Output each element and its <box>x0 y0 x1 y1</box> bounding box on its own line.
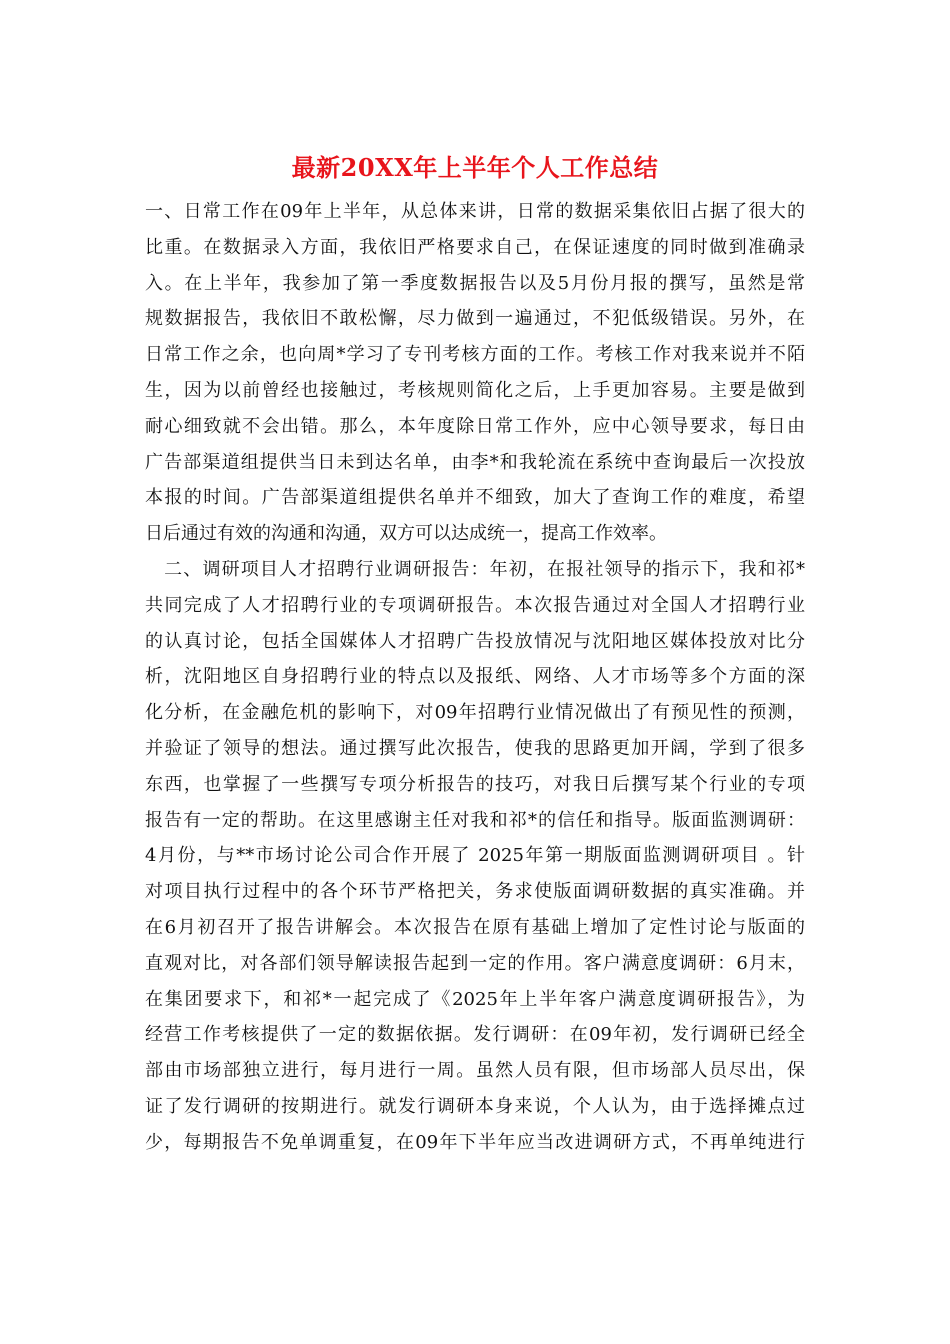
text-line: 一、日常工作在09年上半年，从总体来讲，日常的数据采集依旧占据了很大的 <box>145 201 805 222</box>
text-line: 规数据报告，我依旧不敢松懈，尽力做到一遍通过，不犯低级错误。另外，在 <box>145 308 805 330</box>
document-title: 最新20XX年上半年个人工作总结 <box>291 153 659 182</box>
text-line: 比重。在数据录入方面，我依旧严格要求自己，在保证速度的同时做到准确录 <box>145 236 805 258</box>
document-body <box>145 194 805 1161</box>
text-line: 证了发行调研的按期进行。就发行调研本身来说，个人认为，由于选择摊点过 <box>145 1095 805 1117</box>
text-line: 二、调研项目人才招聘行业调研报告：年初，在报社领导的指示下，我和祁* <box>145 558 805 580</box>
text-line: 生，因为以前曾经也接触过，考核规则简化之后，上手更加容易。主要是做到 <box>145 379 805 401</box>
text-line: 化分析，在金融危机的影响下，对09年招聘行业情况做出了有预见性的预测， <box>145 702 805 724</box>
text-line: 耐心细致就不会出错。那么，本年度除日常工作外，应中心领导要求，每日由 <box>145 415 805 437</box>
text-line: 4月份，与**市场讨论公司合作开展了 2025年第一期版面监测调研项目 。针 <box>145 845 805 867</box>
text-line: 在6月初召开了报告讲解会。本次报告在原有基础上增加了定性讨论与版面的 <box>145 916 805 938</box>
text-line: 东西，也掌握了一些撰写专项分析报告的技巧，对我日后撰写某个行业的专项 <box>145 773 805 795</box>
text-line: 的认真讨论，包括全国媒体人才招聘广告投放情况与沈阳地区媒体投放对比分 <box>145 630 805 652</box>
text-line: 共同完成了人才招聘行业的专项调研报告。本次报告通过对全国人才招聘行业 <box>145 594 805 616</box>
text-line: 广告部渠道组提供当日未到达名单，由李*和我轮流在系统中查询最后一次投放 <box>145 451 805 473</box>
text-line: 并验证了领导的想法。通过撰写此次报告，使我的思路更加开阔，学到了很多 <box>145 737 805 759</box>
text-line: 在集团要求下，和祁*一起完成了《2025年上半年客户满意度调研报告》，为 <box>145 988 805 1010</box>
text-line: 对项目执行过程中的各个环节严格把关，务求使版面调研数据的真实准确。并 <box>145 881 805 903</box>
text-line: 直观对比，对各部们领导解读报告起到一定的作用。客户满意度调研：6月末， <box>145 952 805 974</box>
text-line: 经营工作考核提供了一定的数据依据。发行调研：在09年初，发行调研已经全 <box>145 1024 805 1046</box>
text-line: 入。在上半年，我参加了第一季度数据报告以及5月份月报的撰写，虽然是常 <box>145 272 805 294</box>
text-line: 部由市场部独立进行，每月进行一周。虽然人员有限，但市场部人员尽出，保 <box>145 1060 805 1082</box>
text-line: 本报的时间。广告部渠道组提供名单并不细致，加大了查询工作的难度，希望 <box>145 487 805 509</box>
text-line: 析，沈阳地区自身招聘行业的特点以及报纸、网络、人才市场等多个方面的深 <box>145 666 805 688</box>
text-line: 报告有一定的帮助。在这里感谢主任对我和祁*的信任和指导。版面监测调研： <box>145 809 805 831</box>
text-line: 日常工作之余，也向周*学习了专刊考核方面的工作。考核工作对我来说并不陌 <box>145 344 805 366</box>
text-line: 少，每期报告不免单调重复，在09年下半年应当改进调研方式，不再单纯进行 <box>145 1131 805 1153</box>
text-line: 日后通过有效的沟通和沟通，双方可以达成统一，提高工作效率。 <box>145 523 667 545</box>
